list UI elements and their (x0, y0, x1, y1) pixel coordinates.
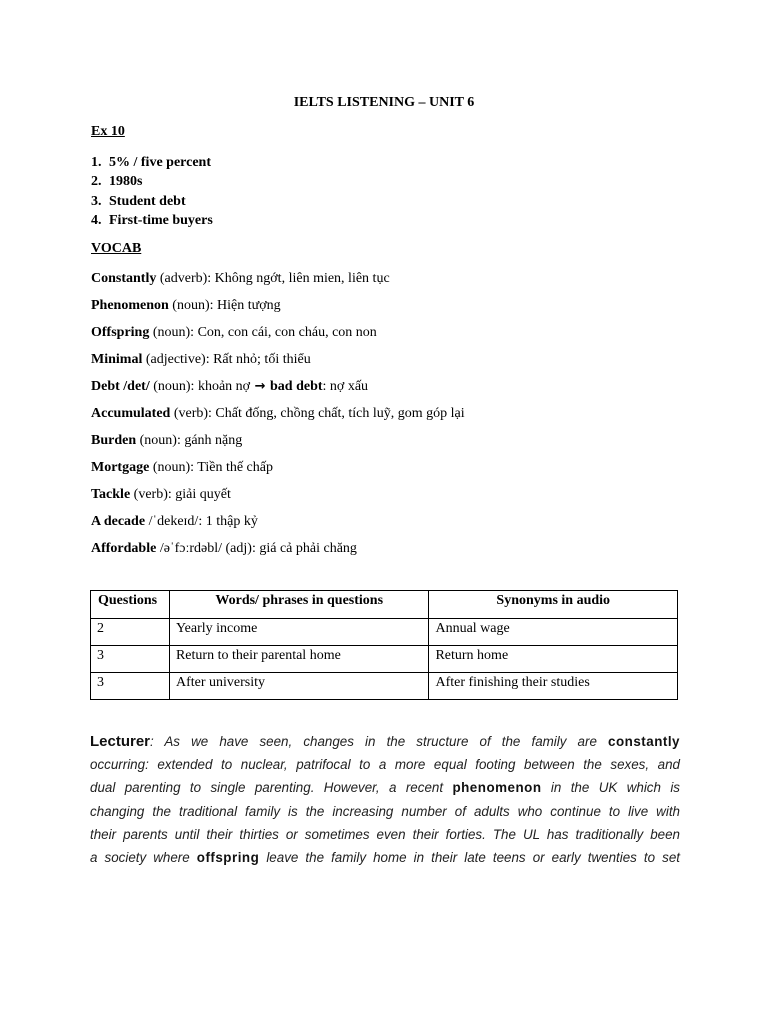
table-row (91, 619, 678, 646)
vocab-term: Phenomenon (91, 298, 169, 313)
table-cell: After university (169, 673, 428, 700)
synonyms-table (90, 590, 678, 700)
exercise-heading: Ex 10 (91, 124, 125, 139)
table-cell: Annual wage (429, 619, 678, 646)
vocab-term: Debt /det/ (91, 379, 150, 394)
highlighted-word: phenomenon (452, 780, 542, 796)
vocab-item: Constantly (adverb): Không ngớt, liên mien, liên tục (91, 271, 390, 286)
vocab-item: A decade /ˈdekeɪd/: 1 thập kỷ (91, 514, 258, 529)
transcript-excerpt (90, 730, 680, 869)
answer-list (91, 153, 213, 230)
table-cell: Return to their parental home (169, 646, 428, 673)
page-title: IELTS LISTENING – UNIT 6 (293, 95, 475, 110)
vocab-list (91, 270, 465, 567)
vocab-item: Phenomenon (noun): Hiện tượng (91, 298, 281, 313)
table-row (91, 673, 678, 700)
transcript-line: changing the traditional family is the increasing number of adults who continue to live with (90, 803, 680, 819)
vocab-term: Offspring (91, 325, 150, 340)
vocab-term: A decade (91, 514, 146, 529)
table-cell: After finishing their studies (429, 673, 678, 700)
vocab-item: Affordable /əˈfɔːrdəbl/ (adj): giá cả phải chăng (91, 541, 357, 556)
vocab-item: Burden (noun): gánh nặng (91, 433, 243, 448)
table-header-row (91, 591, 678, 619)
answer-item: 3. Student debt (91, 193, 186, 209)
highlighted-word: constantly (608, 734, 680, 749)
speaker-label: Lecturer (90, 733, 151, 750)
table-cell: Yearly income (169, 619, 428, 646)
table-cell: 3 (91, 646, 170, 673)
vocab-item: Offspring (noun): Con, con cái, con cháu, con non (91, 325, 377, 340)
transcript-line: occurring: extended to nuclear, patrifocal to a more equal footing between the sexes, and (90, 757, 680, 773)
highlighted-word: offspring (196, 850, 260, 866)
table-row (91, 646, 678, 673)
answer-item: 2. 1980s (91, 174, 143, 190)
vocab-term: bad debt (270, 379, 323, 394)
table-cell: Return home (429, 646, 678, 673)
column-header-words: Words/ phrases in questions (169, 591, 428, 619)
vocab-item: Tackle (verb): giải quyết (91, 487, 231, 502)
table-cell: 3 (91, 673, 170, 700)
vocab-term: Accumulated (91, 406, 171, 421)
transcript-line: their parents until their thirties or sometimes even their forties. The UL has traditionally been (90, 826, 680, 842)
vocab-item: Mortgage (noun): Tiền thế chấp (91, 460, 273, 475)
vocab-heading: VOCAB (91, 241, 142, 256)
vocab-term: Mortgage (91, 460, 150, 475)
column-header-synonyms: Synonyms in audio (429, 591, 678, 619)
arrow-right-icon: → (250, 379, 271, 394)
vocab-term: Tackle (91, 487, 131, 502)
vocab-item: Minimal (adjective): Rất nhỏ; tối thiểu (91, 352, 311, 367)
vocab-term: Minimal (91, 352, 143, 367)
column-header-questions: Questions (91, 591, 170, 619)
transcript-line: a society where offspring leave the family home in their late teens or early twenties to set (90, 850, 680, 866)
vocab-term: Affordable (91, 541, 157, 556)
table-cell: 2 (91, 619, 170, 646)
answer-item: 1. 5% / five percent (91, 155, 211, 170)
transcript-line: Lecturer: As we have seen, changes in the structure of the family are constantly (90, 733, 680, 750)
vocab-item: Accumulated (verb): Chất đống, chồng chất, tích luỹ, gom góp lại (91, 406, 465, 421)
vocab-term: Burden (91, 433, 137, 448)
transcript-line: dual parenting to single parenting. However, a recent phenomenon in the UK which is (90, 780, 680, 796)
vocab-term: Constantly (91, 271, 157, 286)
answer-item: 4. First-time buyers (91, 212, 213, 228)
vocab-item: Debt /det/ (noun): khoản nợ → bad debt: nợ xấu (91, 379, 369, 394)
